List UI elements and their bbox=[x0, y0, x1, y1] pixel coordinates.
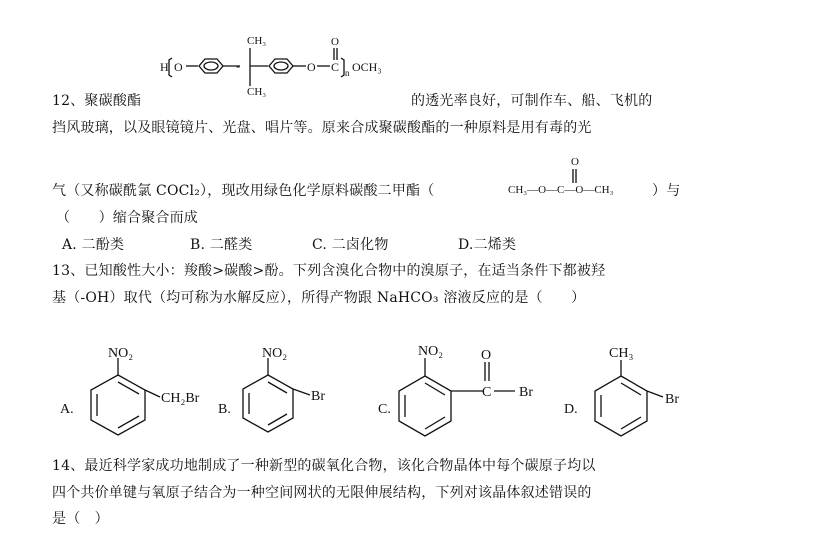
structure-a-label: A. bbox=[60, 402, 74, 417]
q12-line3-start: 气（又称碳酰氯 COCl₂），现改用绿色化学原料碳酸二甲酯（ bbox=[52, 183, 435, 199]
structure-a bbox=[60, 346, 200, 435]
q12-line1-start: 12、聚碳酸酯 bbox=[52, 93, 142, 109]
structure-d-ring bbox=[595, 376, 647, 436]
structure-d-br: Br bbox=[665, 392, 679, 407]
structure-b-bond-side bbox=[293, 389, 310, 395]
structure-d-label: D. bbox=[564, 402, 578, 417]
q12-line4: （ ）缩合聚合而成 bbox=[56, 210, 198, 226]
structure-d-inner-1 bbox=[621, 383, 641, 395]
q12-option-a: A. 二酚类 bbox=[62, 237, 125, 253]
structure-c-carbon: C bbox=[482, 385, 492, 400]
structure-c-label: C. bbox=[378, 402, 391, 417]
structure-b-ring bbox=[243, 375, 293, 432]
poly-carbonyl-c: C bbox=[331, 60, 340, 74]
structure-b bbox=[218, 346, 325, 432]
dmc-carbonyl-o: O bbox=[571, 156, 579, 168]
poly-o2: O bbox=[307, 60, 316, 74]
poly-carbonyl-o: O bbox=[331, 36, 339, 48]
structure-a-ch2br: CH₂Br bbox=[161, 391, 200, 406]
structure-a-ring bbox=[91, 375, 145, 435]
poly-h: H bbox=[160, 60, 169, 74]
structure-d-inner-2 bbox=[621, 417, 641, 429]
structure-c-inner-1 bbox=[425, 383, 445, 395]
structure-d bbox=[564, 346, 679, 436]
structure-c-ring bbox=[399, 376, 451, 436]
q13-line1: 13、已知酸性大小：羧酸>碳酸>酚。下列含溴化合物中的溴原子，在适当条件下都被羟 bbox=[52, 263, 606, 279]
structure-c-inner-2 bbox=[425, 417, 445, 429]
poly-quat-c: - bbox=[236, 59, 240, 73]
q14-line2: 四个共价单键与氧原子结合为一种空间网状的无限伸展结构，下列对该晶体叙述错误的 bbox=[52, 485, 592, 501]
q12-line3-end: ）与 bbox=[652, 183, 681, 199]
q12-line2: 挡风玻璃，以及眼镜镜片、光盘、唱片等。原来合成聚碳酸酯的一种原料是用有毒的光 bbox=[52, 120, 592, 136]
structure-a-inner-1 bbox=[118, 382, 139, 394]
structure-c-no2: NO₂ bbox=[418, 344, 444, 359]
poly-o1: O bbox=[174, 60, 183, 74]
q12-line1-end: 的透光率良好，可制作车、船、飞机的 bbox=[411, 93, 653, 109]
poly-subscript-n: n bbox=[345, 68, 350, 78]
structure-a-no2: NO₂ bbox=[108, 346, 134, 361]
structure-a-inner-2 bbox=[118, 416, 139, 428]
poly-ch3-top: CH₃ bbox=[247, 35, 267, 47]
structure-b-br: Br bbox=[311, 389, 325, 404]
q13-line2: 基（-OH）取代（均可称为水解反应），所得产物跟 NaHCO₃ 溶液反应的是（ ） bbox=[52, 290, 586, 306]
q12-option-b: B. 二醛类 bbox=[190, 237, 253, 253]
q14-line3: 是（ ） bbox=[52, 511, 109, 527]
structure-c-oxygen: O bbox=[481, 348, 492, 363]
structure-c-br: Br bbox=[519, 385, 533, 400]
q12-option-d: D.二烯类 bbox=[458, 237, 517, 253]
structure-b-label: B. bbox=[218, 402, 231, 417]
poly-och3: OCH₃ bbox=[352, 60, 382, 74]
q12-option-c: C. 二卤化物 bbox=[312, 237, 389, 253]
structure-d-ch3: CH₃ bbox=[609, 346, 634, 361]
poly-ch3-bottom: CH₃ bbox=[247, 86, 267, 98]
structure-d-bond-side bbox=[647, 391, 663, 397]
dmc-formula: CH₃—O—C—O—CH₃ bbox=[508, 184, 614, 196]
structure-b-no2: NO₂ bbox=[262, 346, 288, 361]
structure-c bbox=[378, 344, 533, 436]
structure-a-bond-side bbox=[145, 390, 160, 397]
q14-line1: 14、最近科学家成功地制成了一种新型的碳氧化合物，该化合物晶体中每个碳原子均以 bbox=[52, 458, 596, 474]
